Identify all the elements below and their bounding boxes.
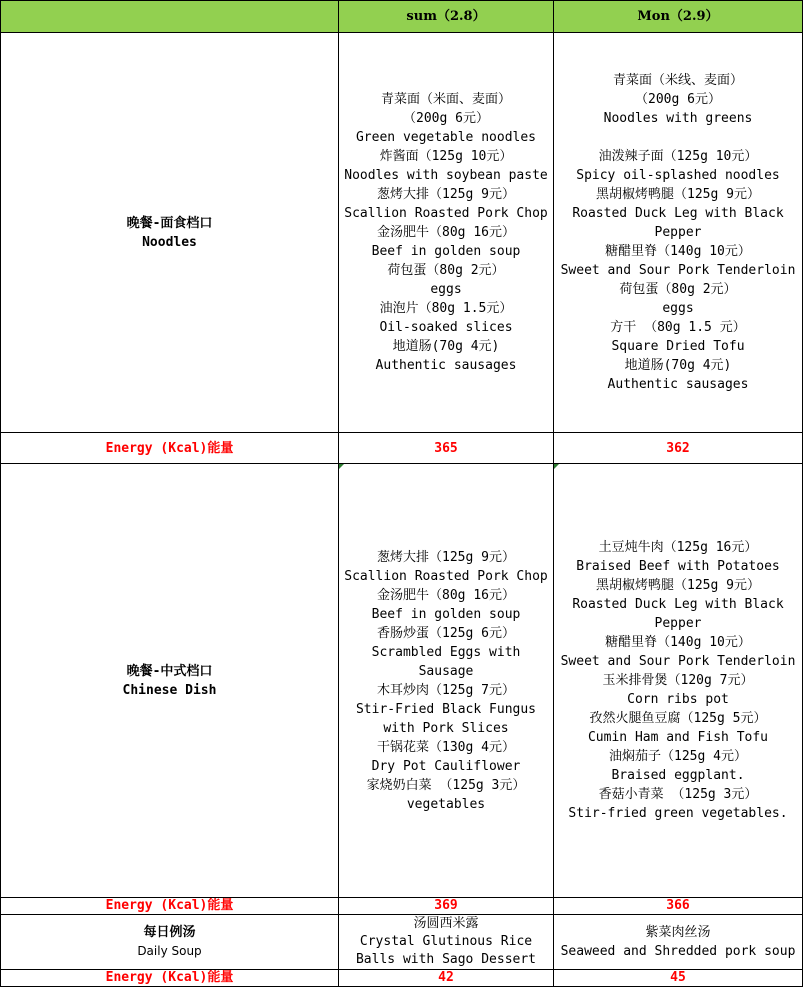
noodles-label-en: Noodles (142, 234, 197, 250)
menu-line: Dry Pot Cauliflower (371, 758, 521, 774)
menu-line: 葱烤大排（125g 9元） (377, 549, 515, 565)
menu-line: 金汤肥牛（80g 16元） (377, 587, 515, 603)
chinese-energy-sum: 369 (339, 898, 554, 915)
menu-line: 荷包蛋（80g 2元） (387, 263, 505, 278)
menu-line: 黑胡椒烤鸭腿（125g 9元） (596, 187, 760, 202)
menu-line: 荷包蛋（80g 2元） (619, 282, 737, 297)
menu-line: 青菜面（米线、麦面） (612, 73, 743, 88)
menu-line: Corn ribs pot (627, 692, 729, 707)
chinese-energy-label: Energy (Kcal)能量 (1, 898, 339, 915)
soup-label-en: Daily Soup (137, 944, 202, 958)
menu-line: 糖醋里脊（140g 10元） (605, 635, 751, 650)
menu-line: Roasted Duck Leg with Black (572, 206, 784, 221)
menu-line: Authentic sausages (375, 358, 517, 373)
soup-energy-sum: 42 (339, 970, 554, 987)
menu-line: Scallion Roasted Pork Chop (344, 568, 548, 584)
soup-label-cn: 每日例汤 (143, 925, 196, 940)
menu-line: 土豆炖牛肉（125g 16元） (598, 540, 758, 555)
menu-line: 葱烤大排（125g 9元） (377, 187, 515, 202)
soup-energy-row (1, 970, 803, 987)
noodles-energy-mon: 362 (554, 433, 803, 464)
noodles-energy-sum: 365 (339, 433, 554, 464)
menu-line: Beef in golden soup (371, 244, 521, 259)
chinese-label-cell (1, 464, 339, 898)
menu-line: Pepper (654, 225, 702, 240)
menu-line: 方干 （80g 1.5 元） (610, 320, 746, 335)
menu-line: 地道肠(70g 4元) (392, 339, 500, 354)
menu-line: Braised eggplant. (611, 768, 745, 783)
menu-line: Noodles with greens (603, 111, 753, 126)
menu-line: Scrambled Eggs with (371, 644, 521, 660)
menu-line: Scallion Roasted Pork Chop (344, 206, 548, 221)
menu-line: Sweet and Sour Pork Tenderloin (560, 263, 796, 278)
menu-line: Balls with Sago Dessert (355, 952, 536, 967)
menu-line: （200g 6元） (403, 111, 489, 126)
menu-line: 地道肠(70g 4元) (624, 358, 732, 373)
menu-line: with Pork Slices (383, 720, 509, 736)
chinese-energy-row (1, 898, 803, 915)
menu-line: 金汤肥牛（80g 16元） (377, 225, 515, 240)
noodles-energy-label: Energy (Kcal)能量 (1, 433, 339, 464)
menu-line: 黑胡椒烤鸭腿（125g 9元） (596, 578, 760, 593)
header-row (1, 1, 803, 33)
menu-line: 家烧奶白菜 （125g 3元） (366, 777, 526, 793)
menu-line: 油泡片（80g 1.5元） (379, 301, 513, 316)
menu-line: 玉米排骨煲（120g 7元） (602, 673, 754, 688)
chinese-label-cn: 晚餐-中式档口 (126, 663, 213, 679)
header-day-sum: sum（2.8） (339, 1, 554, 33)
menu-line: eggs (662, 301, 694, 316)
chinese-mon-menu (554, 464, 803, 898)
menu-line: Spicy oil-splashed noodles (576, 168, 780, 183)
menu-line: Sausage (418, 663, 474, 679)
comment-corner-marker (554, 464, 559, 469)
comment-corner-marker (339, 464, 344, 469)
menu-line: eggs (430, 282, 462, 297)
header-blank-cell (1, 1, 339, 33)
chinese-row (1, 464, 803, 898)
menu-line: Authentic sausages (607, 377, 749, 392)
menu-line (554, 128, 802, 147)
chinese-energy-mon: 366 (554, 898, 803, 915)
soup-label-cell (1, 915, 339, 970)
menu-line: 香肠炒蛋（125g 6元） (377, 625, 515, 641)
menu-line: Cumin Ham and Fish Tofu (587, 730, 768, 745)
chinese-sum-menu (339, 464, 554, 898)
menu-line: 炸酱面（125g 10元） (379, 149, 513, 164)
menu-line: Stir-fried green vegetables. (568, 806, 788, 821)
menu-line: 孜然火腿鱼豆腐（125g 5元） (589, 711, 767, 726)
header-day-mon: Mon（2.9） (554, 1, 803, 33)
menu-line: Green vegetable noodles (355, 130, 536, 145)
soup-energy-label: Energy (Kcal)能量 (1, 970, 339, 987)
menu-line: （200g 6元） (635, 92, 721, 107)
noodles-label-cell (1, 33, 339, 433)
menu-line: Crystal Glutinous Rice (359, 934, 533, 949)
menu-line: 干锅花菜（130g 4元） (377, 739, 515, 755)
soup-energy-mon: 45 (554, 970, 803, 987)
noodles-mon-menu (554, 33, 803, 433)
menu-line: Braised Beef with Potatoes (576, 559, 780, 574)
menu-line: 木耳炒肉（125g 7元） (377, 682, 515, 698)
noodles-row (1, 33, 803, 433)
menu-line: 紫菜肉丝汤 (645, 925, 711, 940)
menu-line: 油泼辣子面（125g 10元） (598, 149, 758, 164)
menu-line: Roasted Duck Leg with Black (572, 597, 784, 612)
menu-line: 油焖茄子（125g 4元） (609, 749, 747, 764)
menu-line: 汤圆西米露 (413, 916, 479, 931)
menu-line: Beef in golden soup (371, 606, 521, 622)
menu-line: 糖醋里脊（140g 10元） (605, 244, 751, 259)
soup-row (1, 915, 803, 970)
soup-mon-menu (554, 915, 803, 970)
noodles-energy-row (1, 433, 803, 464)
menu-line: Pepper (654, 616, 702, 631)
menu-line: vegetables (406, 796, 486, 812)
menu-line: 香菇小青菜 （125g 3元） (598, 787, 758, 802)
noodles-label-cn: 晚餐-面食档口 (126, 215, 213, 231)
menu-line: Stir-Fried Black Fungus (355, 701, 536, 717)
chinese-label-en: Chinese Dish (122, 682, 217, 698)
menu-line: Sweet and Sour Pork Tenderloin (560, 654, 796, 669)
noodles-sum-menu (339, 33, 554, 433)
menu-line: Seaweed and Shredded pork soup (560, 944, 796, 959)
menu-line: 青菜面（米面、麦面） (380, 92, 511, 107)
menu-line: Noodles with soybean paste (344, 168, 548, 183)
menu-line: Oil-soaked slices (379, 320, 513, 335)
soup-sum-menu (339, 915, 554, 970)
menu-line: Square Dried Tofu (611, 339, 745, 354)
